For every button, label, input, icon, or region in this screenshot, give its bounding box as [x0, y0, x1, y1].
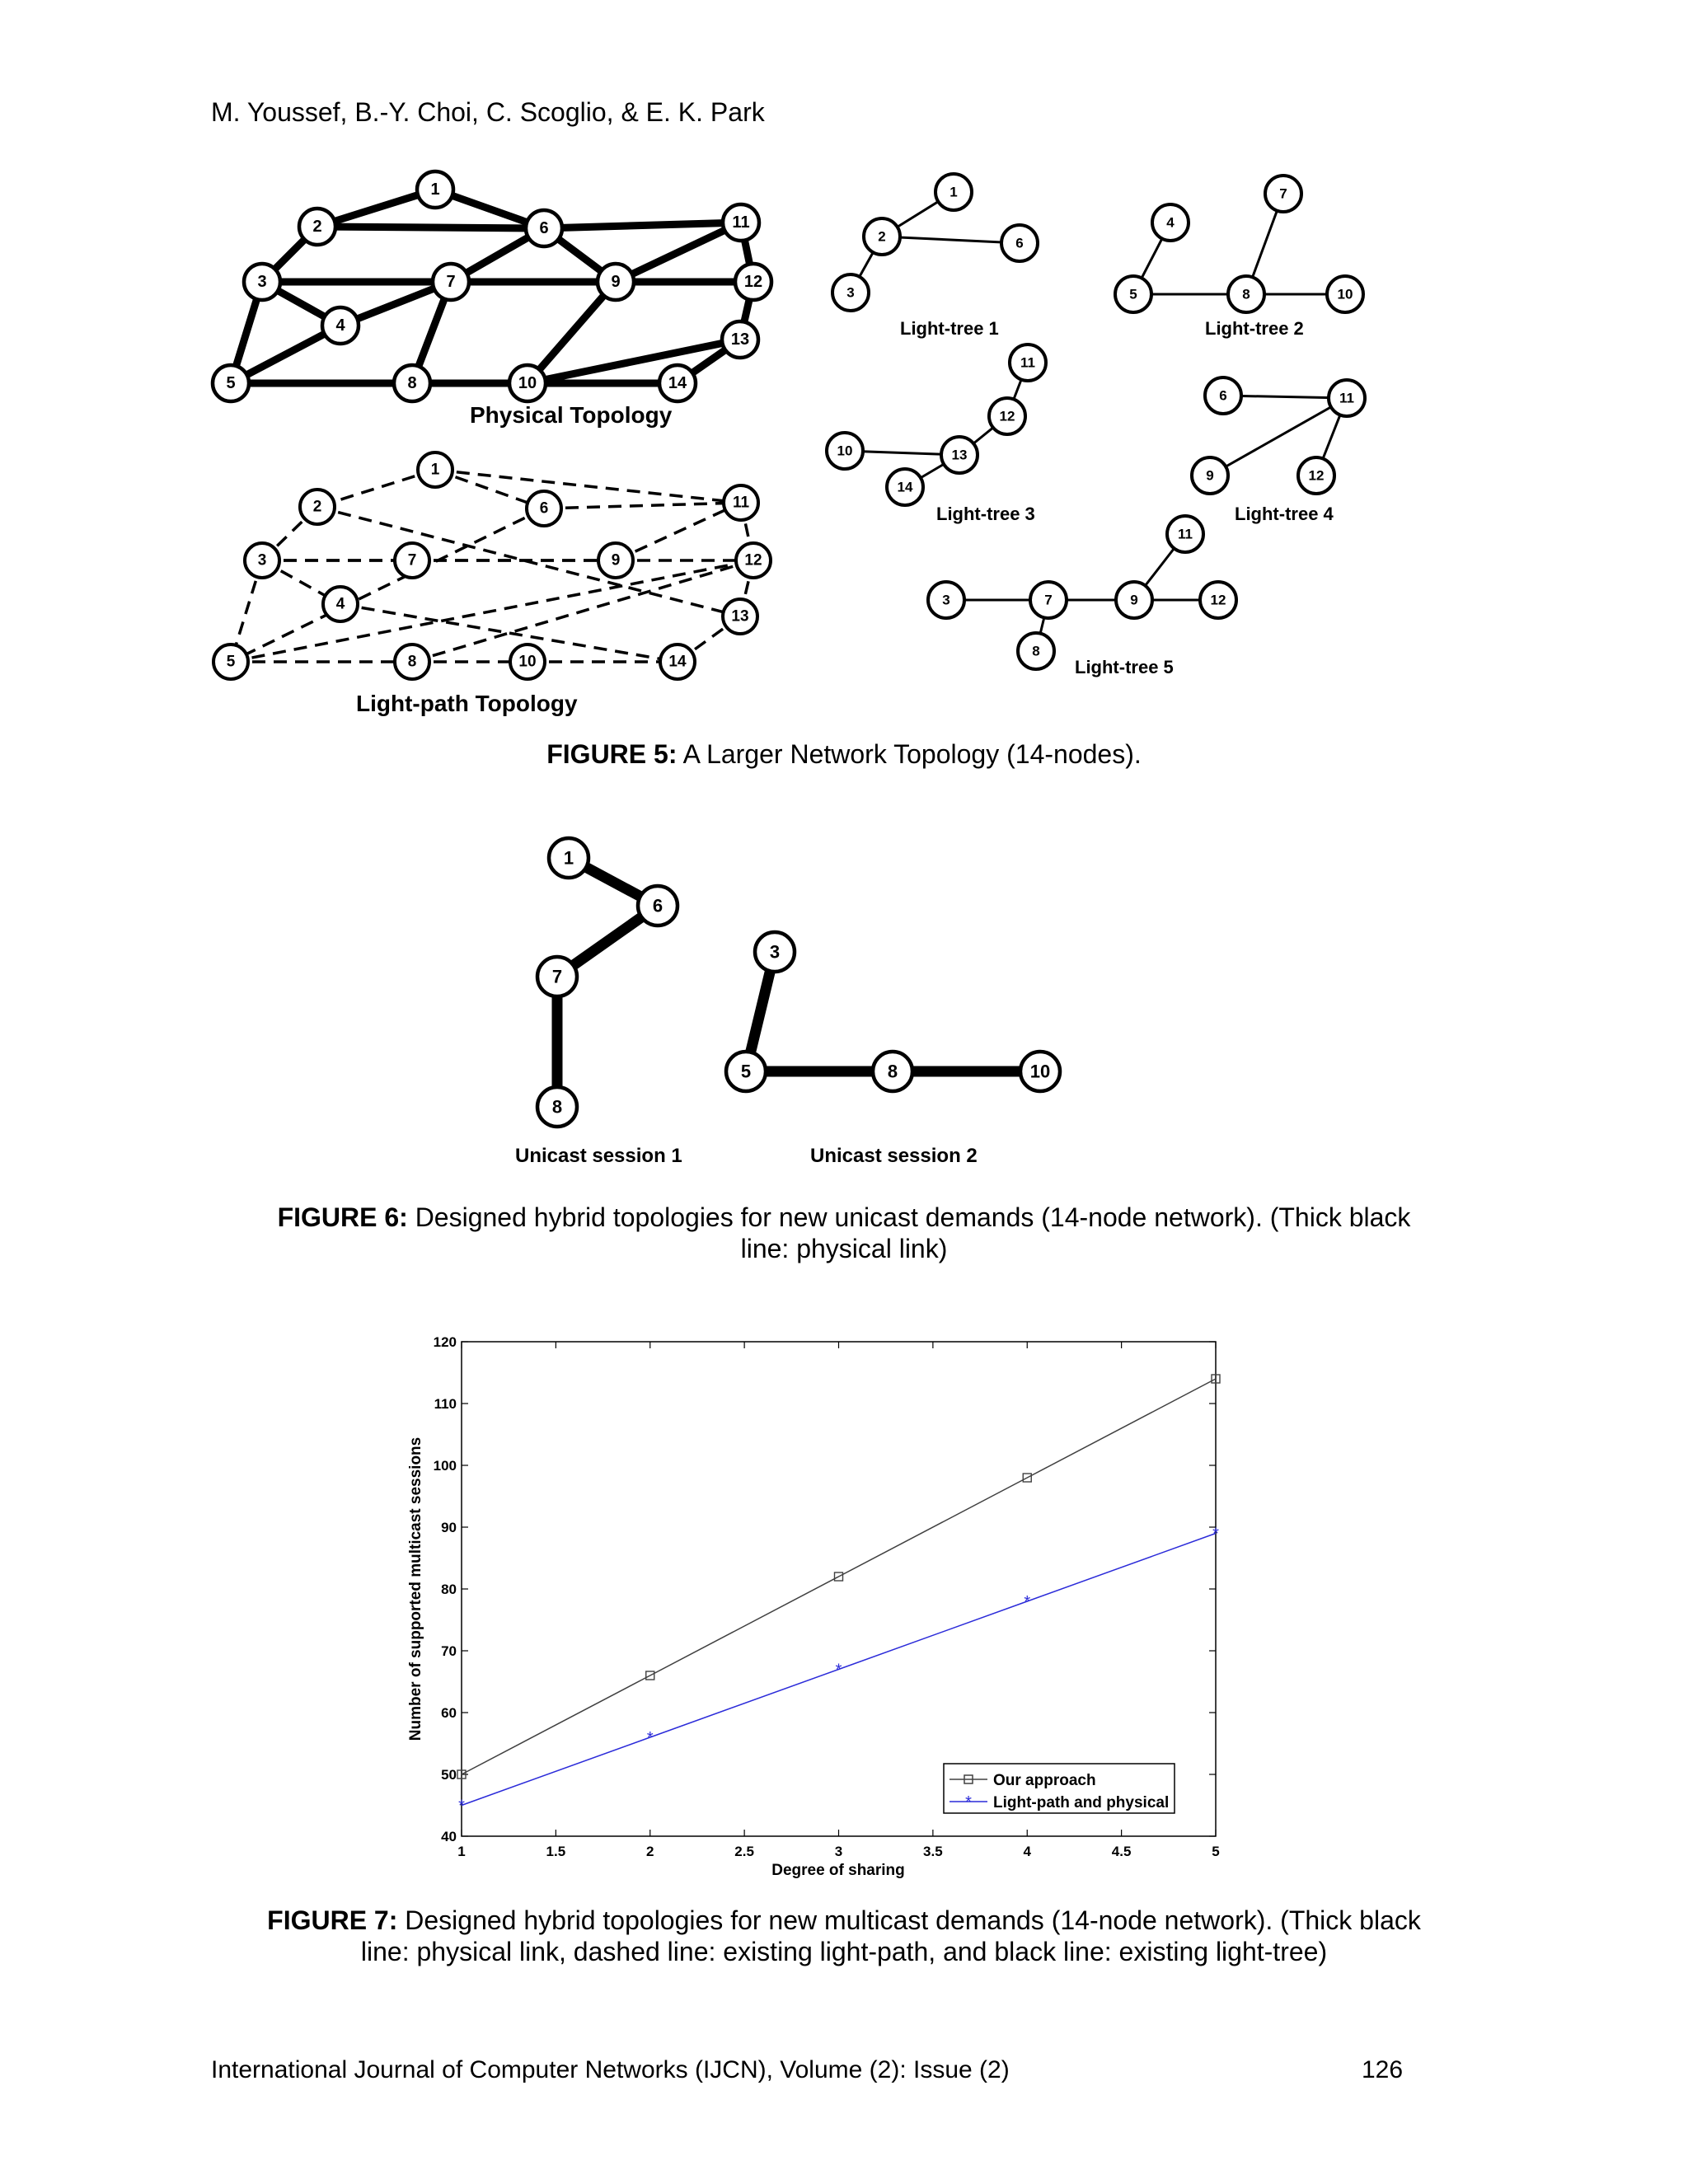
lightpath-node-10 [510, 644, 545, 679]
physical-node-14 [659, 365, 696, 401]
figure-7-caption [0, 1905, 1688, 1967]
svg-text:10: 10 [837, 443, 853, 459]
light-tree-node-t4-6 [1205, 377, 1241, 414]
figure-5-diagram [198, 161, 1418, 721]
light-tree-node-t2-5 [1115, 276, 1151, 312]
svg-text:11: 11 [732, 494, 750, 512]
physical-topology-title: Physical Topology [470, 402, 673, 428]
y-tick-label: 50 [441, 1767, 457, 1783]
lightpath-node-3 [245, 543, 279, 578]
lightpath-node-14 [660, 644, 695, 679]
light-tree-2-label: Light-tree 2 [1205, 318, 1304, 339]
physical-node-9 [598, 264, 634, 300]
physical-node-8 [394, 365, 430, 401]
light-tree-node-t5-9 [1116, 582, 1152, 618]
x-tick-label: 2 [646, 1844, 654, 1859]
footer-journal: International Journal of Computer Networks (IJCN), Volume (2): Issue (2) [211, 2056, 1010, 2083]
y-tick-label: 40 [441, 1829, 457, 1844]
figure-5-caption-text: A Larger Network Topology (14-nodes). [677, 739, 1142, 769]
light-tree-node-t3-13 [941, 437, 978, 473]
unicast-node-u1-6 [638, 886, 678, 926]
light-tree-node-t5-11 [1167, 516, 1203, 552]
light-tree-nodes [827, 174, 1365, 669]
lightpath-node-12 [736, 543, 771, 578]
legend-label-our-approach: Our approach [993, 1772, 1096, 1789]
svg-text:3: 3 [257, 273, 267, 291]
svg-text:14: 14 [897, 479, 913, 495]
light-tree-node-t5-7 [1030, 582, 1067, 618]
svg-text:4: 4 [335, 316, 345, 335]
running-header: M. Youssef, B.-Y. Choi, C. Scoglio, & E. K. Park [211, 97, 765, 127]
y-tick-label: 110 [434, 1396, 457, 1412]
light-tree-node-t2-10 [1327, 276, 1363, 312]
svg-text:11: 11 [1339, 390, 1354, 406]
y-axis-label: Number of supported multicast sessions [407, 1436, 424, 1741]
svg-text:2: 2 [312, 498, 322, 516]
light-tree-link-t1-2-t1-6 [882, 237, 1020, 243]
svg-text:10: 10 [1337, 286, 1353, 302]
svg-text:1: 1 [430, 180, 440, 199]
svg-text:5: 5 [740, 1061, 752, 1082]
svg-text:7: 7 [1044, 592, 1053, 608]
x-tick-label: 4.5 [1111, 1844, 1132, 1859]
physical-node-7 [433, 264, 469, 300]
x-tick-label: 5 [1212, 1844, 1220, 1859]
svg-text:6: 6 [1219, 387, 1227, 404]
physical-node-3 [244, 264, 280, 300]
svg-text:8: 8 [1032, 643, 1040, 659]
lightpath-node-6 [527, 491, 561, 526]
light-tree-3-label: Light-tree 3 [936, 504, 1035, 524]
physical-node-4 [322, 307, 359, 344]
figure-7-caption-line-1: Designed hybrid topologies for new multicast demands (14-node network). (Thick black [397, 1905, 1421, 1935]
x-tick-label: 1 [457, 1844, 466, 1859]
svg-text:3: 3 [257, 551, 267, 569]
light-tree-node-t4-9 [1192, 457, 1228, 494]
x-tick-label: 2.5 [734, 1844, 754, 1859]
lightpath-node-7 [395, 543, 429, 578]
unicast-session-2-label: Unicast session 2 [810, 1145, 978, 1167]
figure-6-label: FIGURE 6: [277, 1202, 408, 1232]
physical-node-12 [735, 264, 771, 300]
light-tree-node-t5-3 [928, 582, 964, 618]
physical-link-6-11 [544, 223, 741, 228]
light-tree-node-t3-14 [887, 469, 923, 505]
figure-6-diagram [495, 824, 1121, 1170]
plot-area [462, 1342, 1216, 1836]
legend-label-light-path: Light-path and physical [993, 1794, 1170, 1811]
data-point-light-path-and-physical: * [458, 1797, 465, 1816]
physical-link-9-11 [616, 223, 741, 282]
unicast-node-u2-8 [873, 1052, 912, 1091]
lightpath-node-5 [213, 644, 248, 679]
light-tree-node-t3-11 [1010, 344, 1046, 381]
light-tree-node-t1-3 [832, 274, 869, 311]
light-tree-node-t2-4 [1152, 204, 1189, 241]
lightpath-link-6-11 [544, 503, 741, 509]
svg-text:10: 10 [1029, 1061, 1051, 1082]
svg-text:12: 12 [744, 551, 762, 569]
x-axis-label: Degree of sharing [771, 1862, 905, 1879]
svg-text:2: 2 [312, 218, 322, 236]
svg-text:3: 3 [846, 284, 855, 301]
svg-text:9: 9 [611, 273, 621, 291]
light-tree-node-t1-6 [1001, 225, 1038, 261]
svg-text:8: 8 [407, 374, 417, 392]
lightpath-node-1 [418, 452, 452, 487]
unicast-node-u1-1 [549, 838, 588, 878]
light-tree-node-t4-11 [1329, 380, 1365, 416]
svg-text:6: 6 [652, 895, 663, 916]
svg-text:7: 7 [551, 966, 563, 987]
lightpath-node-9 [598, 543, 633, 578]
lightpath-node-8 [395, 644, 429, 679]
physical-node-5 [213, 365, 249, 401]
x-tick-label: 1.5 [546, 1844, 566, 1859]
svg-text:7: 7 [1279, 185, 1287, 202]
data-point-light-path-and-physical: * [1212, 1525, 1219, 1544]
svg-text:5: 5 [226, 653, 236, 671]
x-tick-label: 3 [834, 1844, 843, 1859]
svg-text:9: 9 [1130, 592, 1138, 608]
legend [944, 1764, 1175, 1813]
physical-node-11 [723, 204, 759, 241]
figure-5-caption [0, 738, 1688, 770]
svg-text:1: 1 [950, 184, 958, 200]
svg-text:6: 6 [539, 499, 549, 518]
unicast-session-links [557, 858, 1040, 1107]
light-tree-5-label: Light-tree 5 [1075, 657, 1174, 677]
x-tick-label: 4 [1023, 1844, 1031, 1859]
svg-text:8: 8 [887, 1061, 898, 1082]
svg-text:13: 13 [951, 447, 968, 463]
svg-text:11: 11 [732, 213, 750, 232]
light-tree-node-t3-12 [989, 398, 1025, 434]
physical-node-2 [299, 209, 335, 245]
physical-node-1 [417, 171, 453, 208]
svg-text:1: 1 [563, 847, 574, 869]
svg-text:10: 10 [518, 653, 537, 671]
lightpath-node-4 [323, 587, 358, 621]
light-tree-node-t4-12 [1298, 457, 1334, 494]
svg-text:5: 5 [226, 374, 236, 392]
svg-text:12: 12 [1308, 467, 1325, 484]
svg-text:3: 3 [769, 941, 781, 963]
lightpath-link-9-11 [616, 503, 741, 560]
figure-7-caption-line-2: line: physical link, dashed line: existing light-path, and black line: existing light-tree) [360, 1937, 1328, 1966]
data-point-light-path-and-physical: * [646, 1729, 654, 1747]
svg-text:11: 11 [1178, 526, 1193, 542]
svg-text:10: 10 [518, 374, 537, 392]
svg-text:2: 2 [878, 228, 886, 245]
svg-text:3: 3 [942, 592, 950, 608]
svg-text:4: 4 [335, 595, 345, 613]
physical-node-6 [526, 210, 562, 246]
y-tick-label: 120 [433, 1334, 457, 1350]
legend-marker-light-path: * [965, 1793, 972, 1811]
unicast-node-u2-3 [755, 932, 795, 972]
x-tick-label: 3.5 [923, 1844, 943, 1859]
figure-6-caption-line-1: Designed hybrid topologies for new unicast demands (14-node network). (Thick black [407, 1202, 1411, 1232]
svg-text:8: 8 [407, 653, 417, 671]
footer-page-number: 126 [1362, 2056, 1404, 2083]
unicast-node-u2-5 [726, 1052, 766, 1091]
light-tree-4-label: Light-tree 4 [1235, 504, 1334, 524]
light-tree-node-t1-2 [864, 218, 900, 255]
light-tree-node-t2-8 [1228, 276, 1264, 312]
y-tick-label: 100 [433, 1458, 457, 1474]
svg-text:5: 5 [1129, 286, 1137, 302]
lightpath-topology-title: Light-path Topology [356, 691, 578, 716]
light-tree-node-t5-12 [1200, 582, 1236, 618]
y-tick-label: 60 [441, 1705, 457, 1721]
figure-6-caption [0, 1202, 1688, 1264]
svg-text:9: 9 [1206, 467, 1214, 484]
svg-text:13: 13 [731, 607, 749, 626]
data-point-light-path-and-physical: * [1024, 1593, 1031, 1611]
svg-text:8: 8 [1242, 286, 1250, 302]
light-tree-node-t1-1 [935, 174, 972, 210]
lightpath-link-6-5 [231, 509, 544, 662]
light-tree-node-t5-8 [1018, 633, 1054, 669]
physical-link-2-6 [317, 227, 544, 228]
lightpath-topology-nodes [213, 452, 771, 679]
svg-text:1: 1 [430, 461, 440, 479]
physical-node-10 [509, 365, 546, 401]
unicast-session-1-label: Unicast session 1 [515, 1145, 682, 1167]
light-tree-1-label: Light-tree 1 [900, 318, 999, 339]
light-tree-links [845, 192, 1347, 651]
svg-text:8: 8 [551, 1096, 563, 1118]
svg-text:12: 12 [1210, 592, 1226, 608]
svg-text:6: 6 [539, 219, 549, 237]
svg-text:12: 12 [743, 273, 763, 291]
light-tree-node-t2-7 [1265, 176, 1301, 212]
svg-text:11: 11 [1020, 354, 1035, 371]
lightpath-link-4-14 [340, 604, 678, 662]
figure-6-caption-line-2: line: physical link) [740, 1234, 948, 1263]
svg-text:4: 4 [1166, 214, 1175, 231]
data-point-light-path-and-physical: * [835, 1661, 842, 1680]
svg-text:6: 6 [1015, 235, 1024, 251]
svg-text:14: 14 [668, 653, 687, 671]
unicast-node-u1-7 [537, 957, 577, 996]
y-tick-label: 70 [441, 1643, 457, 1659]
figure-5-label: FIGURE 5: [546, 739, 678, 769]
lightpath-node-11 [724, 485, 758, 520]
unicast-node-u1-8 [537, 1087, 577, 1127]
figure-7-label: FIGURE 7: [267, 1905, 398, 1935]
svg-text:7: 7 [446, 273, 456, 291]
physical-node-13 [722, 321, 758, 358]
svg-text:14: 14 [668, 374, 687, 392]
y-tick-label: 80 [441, 1582, 457, 1597]
figure-7-chart [387, 1327, 1245, 1887]
svg-text:12: 12 [999, 408, 1015, 424]
y-tick-label: 90 [441, 1520, 457, 1535]
unicast-node-u2-10 [1020, 1052, 1060, 1091]
light-tree-node-t3-10 [827, 433, 863, 469]
lightpath-node-13 [723, 599, 757, 634]
svg-text:9: 9 [611, 551, 621, 569]
svg-text:7: 7 [407, 551, 417, 569]
lightpath-node-2 [300, 490, 335, 524]
svg-text:13: 13 [730, 330, 750, 349]
